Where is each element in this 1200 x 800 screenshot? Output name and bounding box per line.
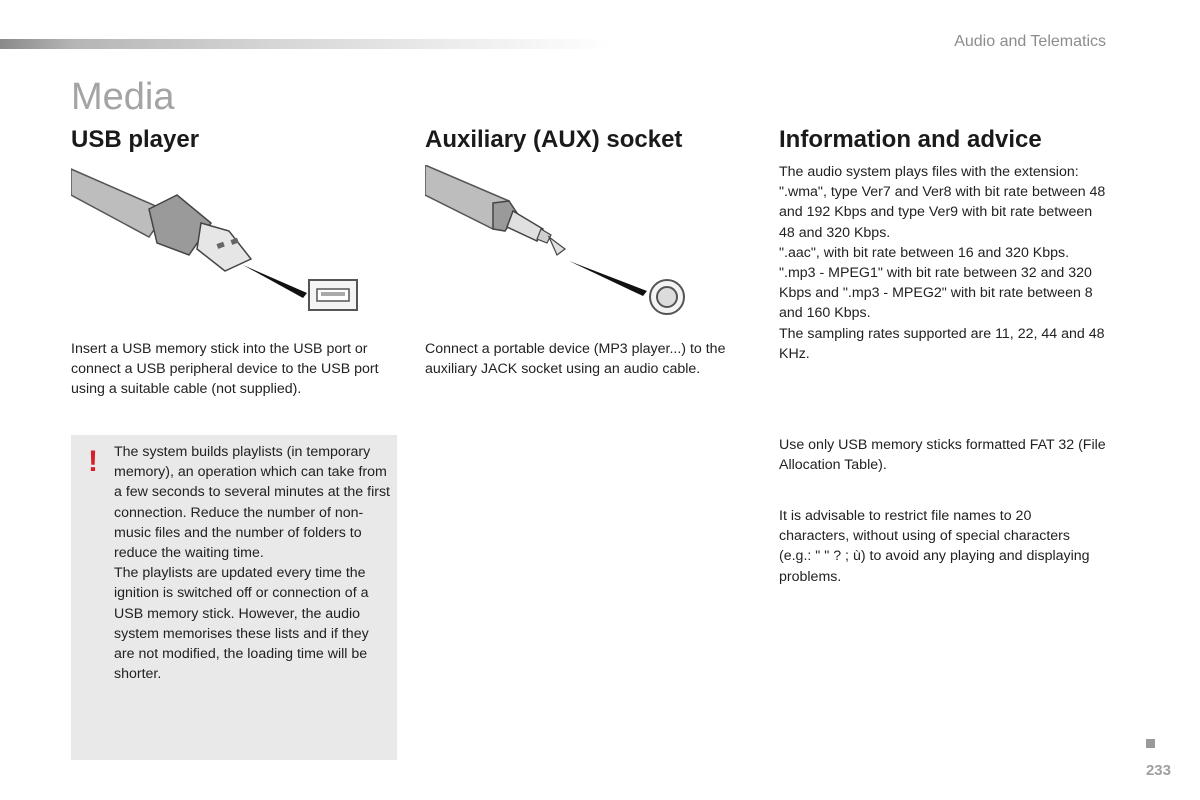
exclamation-warning-icon: ! [88, 445, 98, 478]
aux-section-heading: Auxiliary (AUX) socket [425, 126, 683, 153]
page-title: Media [71, 76, 175, 118]
warning-box [71, 435, 397, 760]
info-paragraph-fat32: Use only USB memory sticks formatted FAT 32 (File Allocation Table). [779, 437, 1106, 474]
header-gradient-bar [0, 39, 610, 49]
jack-plug-and-socket-icon [425, 165, 725, 325]
section-header: Audio and Telematics [954, 33, 1106, 50]
aux-section-heading-wrap [425, 126, 755, 154]
footer-marker [1146, 739, 1155, 748]
info-section-heading-wrap [779, 126, 1109, 154]
usb-description: Insert a USB memory stick into the USB port or connect a USB peripheral device to the USB port using a suitable cable (not supplied). [71, 341, 379, 398]
warning-text: The system builds playlists (in temporary memory), an operation which can take from a few seconds to several minutes at the first connection. Reduce the number of non-music files and the number of folders to reduce the waiting time. The playlists are updated every time the ignition is switched off or connection of a USB memory stick. However, the audio system memorises these lists and if they are not modified, the loading time will be shorter. [114, 444, 390, 683]
usb-plug-and-port-icon [71, 165, 371, 325]
page-number: 233 [1145, 762, 1171, 779]
info-paragraph-filenames: It is advisable to restrict file names to 20 characters, without using of special characters (e.g.: " " ? ; ù) to avoid any playing and displaying problems. [779, 508, 1090, 585]
usb-section-heading-wrap [71, 126, 401, 154]
info-section-heading: Information and advice [779, 126, 1042, 153]
usb-section-heading: USB player [71, 126, 200, 153]
info-paragraph-formats: The audio system plays files with the extension: ".wma", type Ver7 and Ver8 with bit rate between 48 and 192 Kbps and type Ver9 with bit rate between 48 and 320 Kbps. ".aac", with bit rate between 16 and 320 Kbps. ".mp3 - MPEG1" with bit rate between 32 and 320 Kbps and ".mp3 - MPEG2" with bit rate between 8 and 160 Kbps. The sampling rates supported are 11, 22, 44 and 48 KHz. [779, 164, 1106, 362]
aux-description: Connect a portable device (MP3 player...) to the auxiliary JACK socket using an audio cable. [425, 341, 726, 378]
